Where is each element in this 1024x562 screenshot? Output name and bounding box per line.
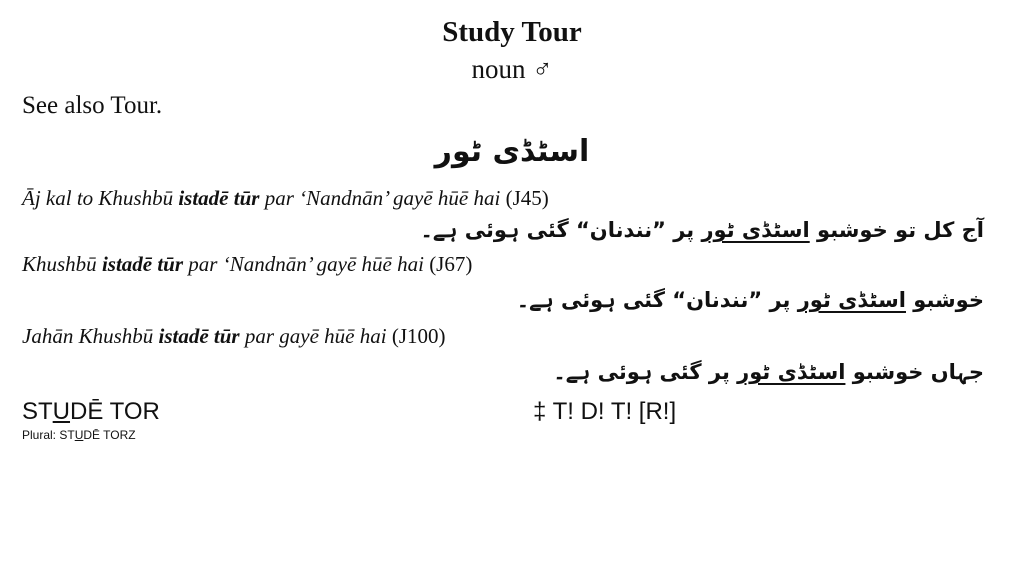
- example-sentence: Jahān Khushbū istadē tūr par gayē hūē hai (J100): [22, 324, 446, 348]
- see-also: See also Tour.: [22, 92, 163, 119]
- urdu-example: جہاں خوشبو اسٹڈی ٹور پر گئی ہوئی ہے۔: [553, 360, 984, 384]
- plural-form: Plural: STUDĒ TORZ: [22, 428, 136, 442]
- urdu-headword: اسٹڈی ٹور: [434, 134, 590, 169]
- entry-title: Study Tour: [442, 16, 582, 48]
- urdu-example: آج کل تو خوشبو اسٹڈی ٹور پر ”نندنان“ گئی ہوئی ہے۔: [420, 218, 984, 242]
- part-of-speech: noun ♂: [471, 54, 553, 84]
- urdu-example: خوشبو اسٹڈی ٹور پر ”نندنان“ گئی ہوئی ہے۔: [516, 288, 984, 312]
- example-sentence: Āj kal to Khushbū istadē tūr par ‘Nandnān’ gayē hūē hai (J45): [22, 186, 549, 210]
- transliteration: STUDĒ TOR: [22, 398, 160, 425]
- example-sentence: Khushbū istadē tūr par ‘Nandnān’ gayē hūē hai (J67): [22, 252, 473, 276]
- pronunciation: ‡ T! D! T! [R!]: [533, 398, 677, 425]
